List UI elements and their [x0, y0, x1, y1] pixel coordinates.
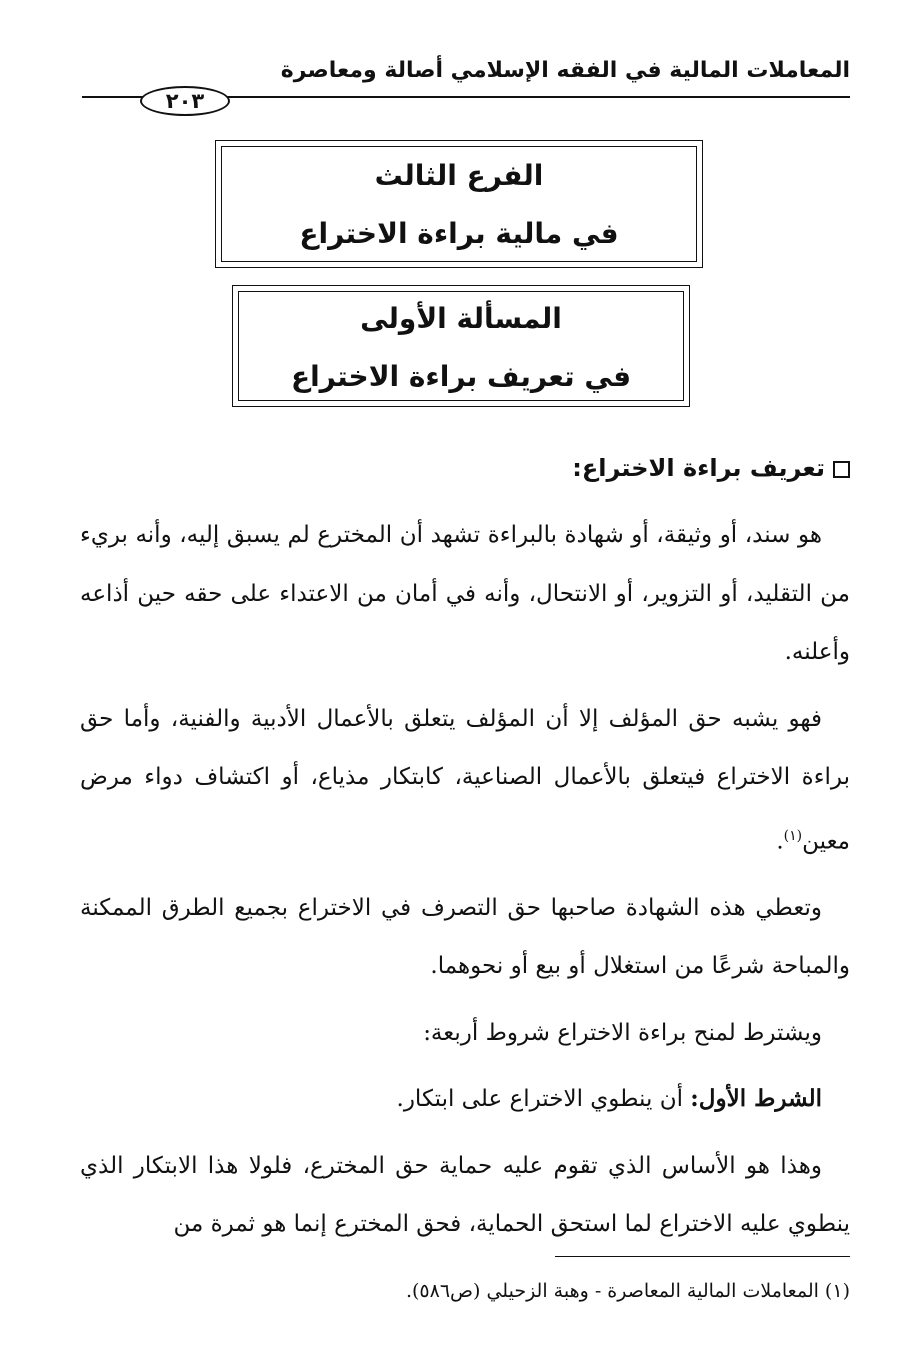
- issue-subtitle: في تعريف براءة الاختراع: [290, 360, 632, 393]
- first-condition-label: الشرط الأول:: [690, 1085, 822, 1113]
- paragraph-innovation: وهذا هو الأساس الذي تقوم عليه حماية حق المخترع، فلولا هذا الابتكار الذي ينطوي عليه الاختراع لما استحق الحماية، فحق المخترع إنما هو ثمرة من: [80, 1152, 850, 1238]
- paragraph-first-condition: [80, 1070, 850, 1129]
- page-number: ٢٠٣: [140, 86, 230, 116]
- paragraph-comparison: [80, 690, 850, 871]
- issue-title: المسألة الأولى: [360, 302, 562, 335]
- footnote-rule: [555, 1256, 850, 1257]
- section-heading-text: تعريف براءة الاختراع:: [572, 454, 825, 482]
- paragraph-comparison-text: فهو يشبه حق المؤلف إلا أن المؤلف يتعلق بالأعمال الأدبية والفنية، وأما حق براءة الاختراع فيتعلق بالأعمال الصناعية، كابتكار مذياع، أو اكتشاف دواء مرض معين: [80, 705, 850, 855]
- first-condition-text: أن ينطوي الاختراع على ابتكار.: [396, 1086, 691, 1113]
- footnote-reference[interactable]: (١): [783, 827, 803, 844]
- paragraph-comparison-end: .: [776, 828, 784, 855]
- branch-subtitle: في مالية براءة الاختراع: [299, 217, 619, 250]
- checkbox-bullet-icon: [833, 461, 850, 478]
- branch-title: الفرع الثالث: [374, 159, 544, 192]
- paragraph-conditions: ويشترط لمنح براءة الاختراع شروط أربعة:: [423, 1019, 822, 1046]
- footnote: (١) المعاملات المالية المعاصرة - وهبة الزحيلي (ص٥٨٦).: [405, 1280, 850, 1302]
- issue-title-frame: [232, 285, 690, 407]
- section-heading: [380, 448, 850, 488]
- branch-title-frame: [215, 140, 703, 268]
- paragraph-rights: وتعطي هذه الشهادة صاحبها حق التصرف في الاختراع بجميع الطرق الممكنة والمباحة شرعًا من استغلال أو بيع أو نحوهما.: [80, 894, 850, 980]
- paragraph-definition: هو سند، أو وثيقة، أو شهادة بالبراءة تشهد أن المخترع لم يسبق إليه، وأنه بريء من التقليد، أو التزوير، أو الانتحال، وأنه في أمان من الاعتداء على حقه حين أذاعه وأعلنه.: [80, 522, 850, 665]
- body-text: [80, 506, 850, 1246]
- running-header-title: المعاملات المالية في الفقه الإسلامي أصالة ومعاصرة: [280, 58, 850, 83]
